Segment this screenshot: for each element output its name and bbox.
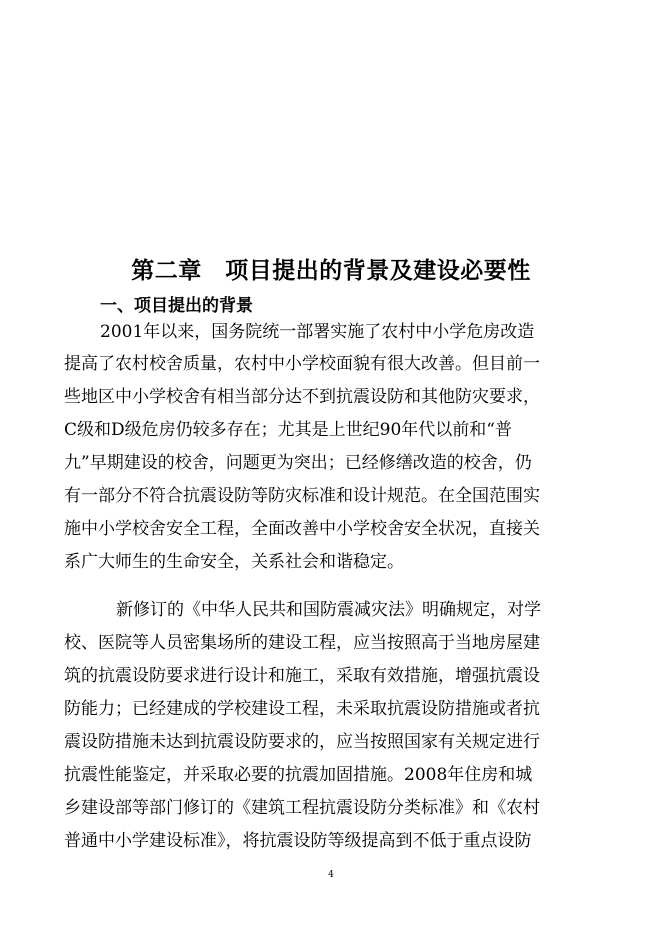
paragraph-2-line: 抗震性能鉴定，并采取必要的抗震加固措施。2008年住房和城	[64, 765, 533, 785]
page-number: 4	[328, 870, 334, 880]
paragraph-1-line: 有一部分不符合抗震设防等防灾标准和设计规范。在全国范围实	[64, 486, 540, 506]
paragraph-1-line: 2001年以来，国务院统一部署实施了农村中小学危房改造	[100, 322, 535, 342]
paragraph-1-line: 提高了农村校舍质量，农村中小学校面貌有很大改善。但目前一	[64, 354, 540, 374]
section-heading: 一、项目提出的背景	[100, 296, 253, 316]
paragraph-1-line: 九”早期建设的校舍，问题更为突出；已经修缮改造的校舍，仍	[64, 453, 532, 473]
paragraph-2-line: 新修订的《中华人民共和国防震减灾法》明确规定，对学	[116, 600, 541, 620]
paragraph-2-line: 防能力；已经建成的学校建设工程，未采取抗震设防措施或者抗	[64, 699, 540, 719]
paragraph-1-line: 些地区中小学校舍有相当部分达不到抗震设防和其他防灾要求，	[64, 387, 540, 407]
paragraph-2-line: 震设防措施未达到抗震设防要求的，应当按照国家有关规定进行	[64, 732, 540, 752]
paragraph-2-line: 筑的抗震设防要求进行设计和施工，采取有效措施，增强抗震设	[64, 666, 540, 686]
paragraph-1-line: C级和D级危房仍较多存在；尤其是上世纪90年代以前和“普	[64, 420, 512, 440]
paragraph-2-line: 普通中小学建设标准》，将抗震设防等级提高到不低于重点设防	[64, 831, 532, 851]
paragraph-1-line: 系广大师生的生命安全，关系社会和谐稳定。	[64, 552, 404, 572]
paragraph-1-line: 施中小学校舍安全工程，全面改善中小学校舍安全状况，直接关	[64, 519, 540, 539]
paragraph-2-line: 乡建设部等部门修订的《建筑工程抗震设防分类标准》和《农村	[64, 798, 540, 818]
paragraph-2-line: 校、医院等人员密集场所的建设工程，应当按照高于当地房屋建	[64, 633, 540, 653]
chapter-title: 第二章 项目提出的背景及建设必要性	[131, 257, 531, 284]
